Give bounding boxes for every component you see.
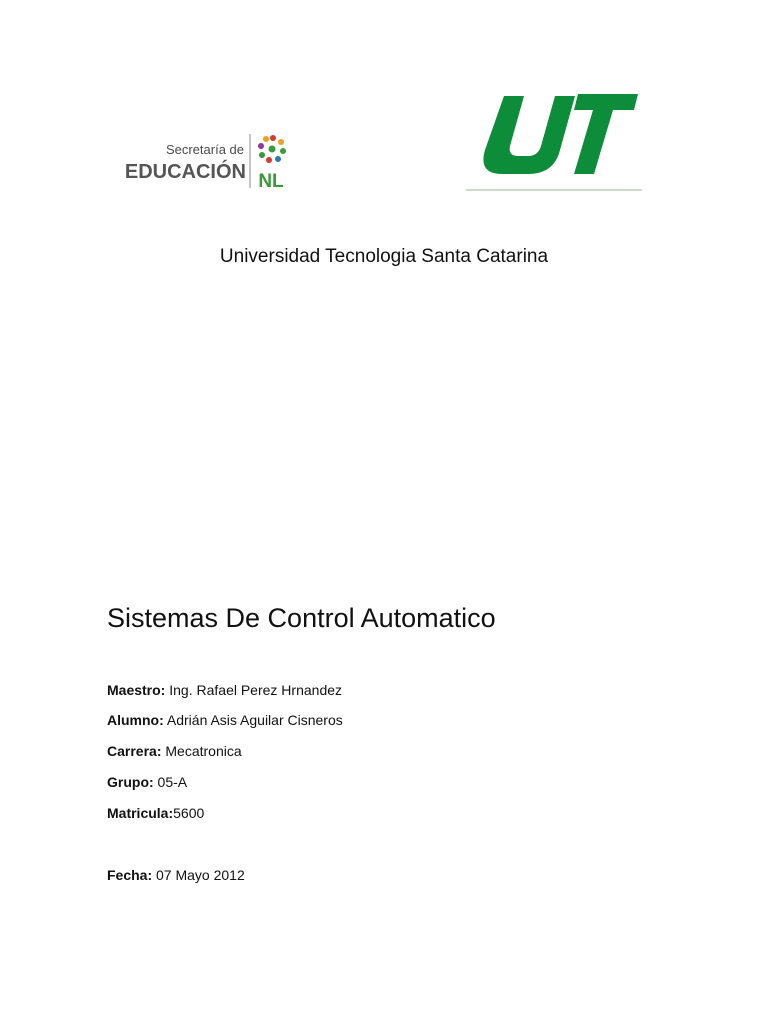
- field-grupo-value: 05-A: [153, 774, 188, 790]
- secretaria-educacion-nl-logo: [124, 128, 294, 192]
- field-carrera-label: Carrera:: [107, 743, 162, 759]
- sep-nl-badge: NL: [258, 171, 284, 192]
- field-matricula-label: Matricula:: [107, 805, 174, 821]
- sep-ring-icon: [258, 135, 286, 163]
- field-grupo: [107, 773, 187, 791]
- field-fecha: [107, 866, 245, 884]
- field-fecha-value: 07 Mayo 2012: [152, 867, 245, 883]
- field-alumno-label: Alumno:: [107, 712, 164, 728]
- field-carrera-value: Mecatronica: [161, 743, 242, 759]
- field-alumno: [107, 711, 343, 729]
- field-maestro: [107, 681, 342, 699]
- field-alumno-value: Adrián Asis Aguilar Cisneros: [163, 712, 343, 728]
- field-maestro-label: Maestro:: [107, 682, 166, 698]
- sep-line2: EDUCACIÓN: [124, 161, 246, 183]
- field-matricula: [107, 804, 204, 822]
- sep-line1: Secretaría de: [165, 142, 244, 157]
- field-fecha-label: Fecha:: [107, 867, 153, 883]
- ut-logo: [466, 88, 642, 192]
- field-carrera: [107, 742, 242, 760]
- ut-logo-mark: [483, 94, 638, 174]
- field-maestro-value: Ing. Rafael Perez Hrnandez: [165, 682, 343, 698]
- university-name: Universidad Tecnologia Santa Catarina: [219, 246, 549, 267]
- field-grupo-label: Grupo:: [107, 774, 154, 790]
- field-matricula-value: 5600: [173, 805, 205, 821]
- document-title: Sistemas De Control Automatico: [107, 603, 496, 633]
